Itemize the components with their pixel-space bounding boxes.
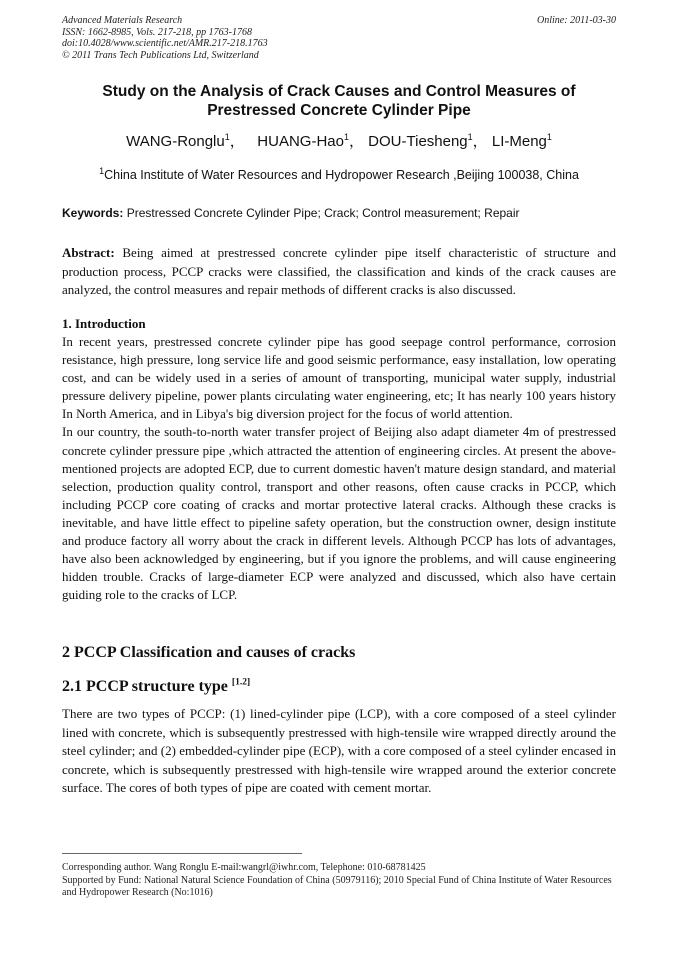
author-separator: ， — [229, 133, 245, 150]
keywords-label: Keywords: — [62, 206, 124, 220]
journal-header — [62, 15, 616, 61]
author-name: DOU-Tiesheng — [368, 133, 468, 150]
author-name: WANG-Ronglu — [126, 133, 225, 150]
issn-line: ISSN: 1662-8985, Vols. 217-218, pp 1763-1768 — [62, 26, 252, 38]
citation-ref: [1.2] — [231, 677, 251, 688]
journal-name: Advanced Materials Research — [62, 15, 183, 26]
author-name: HUANG-Hao — [257, 133, 344, 150]
paragraph: In our country, the south-to-north water transfer project of Beijing also adapt diameter 4m of prestressed concrete cylinder pressure pipe ,which attracted the attention of engineering circles. At present the above-mentioned projects are adopted ECP, due to current domestic haven't mature design standard, and material selection, production quality control, transport and other reasons, often cause cracks in PCCP, which including PCCP core coating of cracks and mortar protective lateral cracks. Although these cracks is inevitable, and have little effect to pipeline safety operation, but the construction owner, design institute and produce factory all worry about the crack in different levels. Although PCCP has lots of advantages, have also been acknowledged by engineering, but if you ignore the problems, and will cause engineering hidden trouble. Cracks of large-diameter ECP were analyzed and discussed, which also have certain guiding role to the cracks of LCP. — [62, 424, 616, 603]
author-affiliation-mark: 1 — [467, 132, 473, 142]
footnotes — [62, 862, 616, 900]
abstract — [62, 244, 616, 300]
keywords — [62, 206, 616, 220]
affiliation-mark: 1 — [99, 165, 105, 176]
author-separator: ， — [348, 133, 364, 150]
online-date: Online: 2011-03-30 — [537, 15, 616, 26]
corresponding-author-note: Corresponding author. Wang Ronglu E-mail:wangrl@iwhr.com, Telephone: 010-68781425 — [62, 862, 426, 873]
keywords-text: Prestressed Concrete Cylinder Pipe; Crack; Control measurement; Repair — [123, 206, 520, 220]
footnote-divider — [62, 853, 302, 854]
section-heading-introduction: 1. Introduction — [62, 316, 146, 331]
abstract-label: Abstract: — [62, 245, 115, 260]
author-list — [62, 130, 616, 151]
subsection-title: 2.1 PCCP structure type — [62, 678, 228, 695]
subsection-heading-structure-type — [62, 678, 616, 696]
author-affiliation-mark: 1 — [546, 132, 552, 142]
introduction-body — [62, 333, 616, 604]
section-heading-classification: 2 PCCP Classification and causes of cracks — [62, 644, 356, 661]
structure-type-paragraph: There are two types of PCCP: (1) lined-cylinder pipe (LCP), with a core composed of a steel cylinder lined with concrete, which is subsequently prestressed with high-tensile wire wrapped directly around the steel cylinder; and (2) embedded-cylinder pipe (ECP), with a core composed of a steel cylinder encased in concrete, which is subsequently prestressed with high-tensile wire wrapped around the exterior concrete surface. The cores of both types of pipe are coated with cement mortar. — [62, 706, 616, 795]
affiliation-text: China Institute of Water Resources and Hydropower Research ,Beijing 100038, China — [104, 168, 579, 182]
author-name: LI-Meng — [491, 133, 547, 150]
affiliation — [62, 165, 616, 182]
copyright-line: © 2011 Trans Tech Publications Ltd, Switzerland — [62, 49, 259, 61]
author-affiliation-mark: 1 — [343, 132, 349, 142]
funding-note: Supported by Fund: National Natural Science Foundation of China (50979116); 2010 Special Fund of China Institute of Water Resources and Hydropower Research (No:1016) — [62, 874, 612, 898]
paper-title: Study on the Analysis of Crack Causes and Control Measures of Prestressed Concrete Cylinder Pipe — [102, 83, 576, 119]
author-separator: ， — [472, 133, 488, 150]
doi-line: doi:10.4028/www.scientific.net/AMR.217-218.1763 — [62, 38, 268, 49]
abstract-text: Being aimed at prestressed concrete cylinder pipe itself characteristic of structure and production process, PCCP cracks were classified, the classification and kinds of the crack causes are analyzed, the control measures and repair methods of different cracks is also discussed. — [62, 245, 616, 297]
author-affiliation-mark: 1 — [224, 132, 230, 142]
paragraph: In recent years, prestressed concrete cylinder pipe has good seepage control performance, corrosion resistance, high pressure, long service life and good seismic performance, easy installation, low operating cost, and can be widely used in a series of amount of transporting, municipal water supply, industrial pressure delivery pipeline, power plants circulating water engineering, etc; It has nearly 100 years history In North America, and in Libya's big diversion project for the focus of world attention. — [62, 334, 616, 422]
